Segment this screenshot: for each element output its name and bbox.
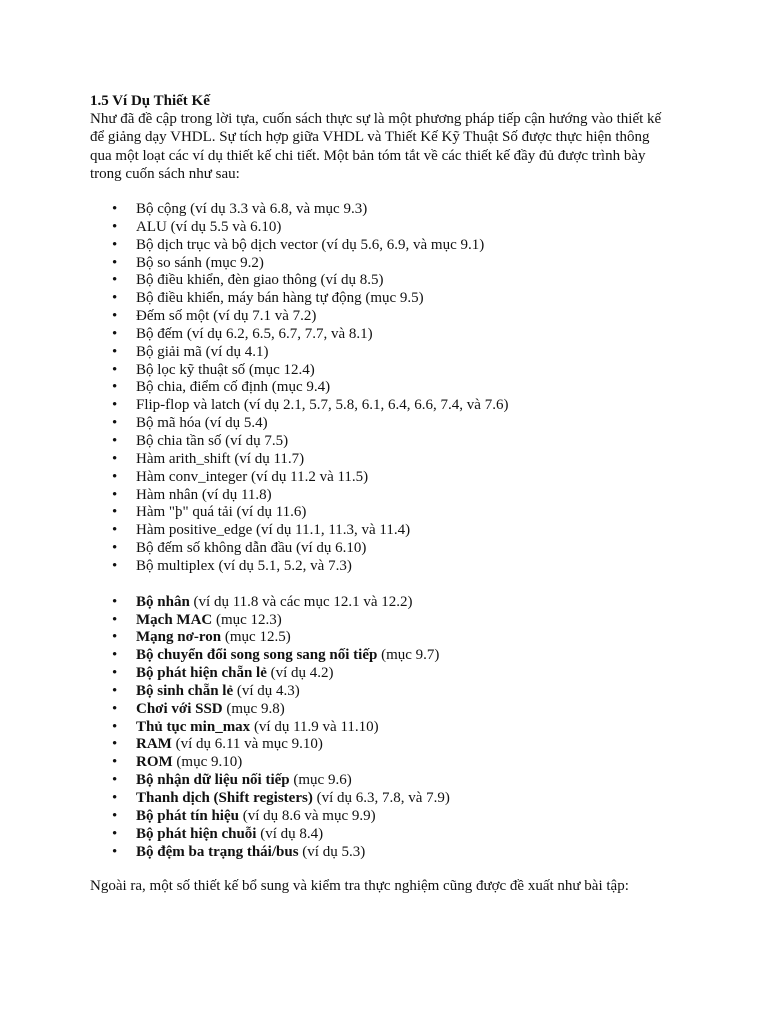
list-item-text: ALU (ví dụ 5.5 và 6.10) bbox=[136, 218, 282, 235]
bullet-icon: • bbox=[112, 754, 118, 771]
intro-paragraph bbox=[90, 110, 690, 183]
bullet-icon: • bbox=[112, 236, 118, 253]
bullet-icon: • bbox=[112, 486, 118, 503]
list-item-text: Đếm số một (ví dụ 7.1 và 7.2) bbox=[136, 308, 317, 325]
list-item-detail: (mục 9.7) bbox=[377, 647, 440, 664]
list-item-text: Bộ multiplex (ví dụ 5.1, 5.2, và 7.3) bbox=[136, 557, 352, 574]
bullet-icon: • bbox=[112, 254, 118, 271]
list-item-detail: (ví dụ 6.3, 7.8, và 7.9) bbox=[312, 790, 450, 807]
list-item-text: Bộ điều khiển, máy bán hàng tự động (mục 9.5) bbox=[136, 290, 424, 307]
bullet-icon: • bbox=[112, 647, 118, 664]
bullet-icon: • bbox=[112, 218, 118, 235]
list-item-detail: (ví dụ 4.2) bbox=[266, 665, 334, 682]
bullet-icon: • bbox=[112, 504, 118, 521]
list-item-title: Bộ phát hiện chuỗi bbox=[136, 825, 257, 842]
list-item-detail: (mục 12.3) bbox=[212, 611, 282, 628]
bullet-icon: • bbox=[112, 468, 118, 485]
list-item-text: Hàm conv_integer (ví dụ 11.2 và 11.5) bbox=[136, 468, 369, 485]
list-item-text: Bộ mã hóa (ví dụ 5.4) bbox=[136, 415, 268, 432]
bullet-icon: • bbox=[112, 450, 118, 467]
bullet-icon: • bbox=[112, 379, 118, 396]
bullet-icon: • bbox=[112, 397, 118, 414]
list-item-title: Bộ nhân bbox=[136, 593, 190, 610]
list-item bbox=[90, 826, 690, 844]
list-item-title: Bộ đệm ba trạng thái/bus bbox=[136, 843, 299, 860]
list-item-title: RAM bbox=[136, 736, 172, 753]
list-item bbox=[90, 201, 690, 219]
list-item bbox=[90, 808, 690, 826]
list-item bbox=[90, 790, 690, 808]
list-item-text: Hàm "þ" quá tải (ví dụ 11.6) bbox=[136, 504, 307, 521]
bullet-icon: • bbox=[112, 522, 118, 539]
list-item-detail: (mục 12.5) bbox=[221, 629, 291, 646]
list-item-title: Bộ sinh chẵn lẻ bbox=[136, 682, 234, 699]
bullet-icon: • bbox=[112, 736, 118, 753]
list-item-detail: (ví dụ 11.8 và các mục 12.1 và 12.2) bbox=[189, 593, 413, 610]
bullet-icon: • bbox=[112, 290, 118, 307]
list-item-detail: (ví dụ 8.4) bbox=[256, 825, 324, 842]
bullet-icon: • bbox=[112, 682, 118, 699]
bullet-icon: • bbox=[112, 825, 118, 842]
list-item-title: Mạch MAC bbox=[136, 611, 213, 628]
list-item bbox=[90, 344, 690, 362]
list-item-detail: (ví dụ 11.9 và 11.10) bbox=[250, 718, 379, 735]
bullet-icon: • bbox=[112, 611, 118, 628]
list-item-text: Bộ đếm số không dẫn đầu (ví dụ 6.10) bbox=[136, 540, 367, 557]
bullet-icon: • bbox=[112, 415, 118, 432]
list-item bbox=[90, 469, 690, 487]
bullet-icon: • bbox=[112, 308, 118, 325]
list-item bbox=[90, 540, 690, 558]
list-item-title: Chơi với SSD bbox=[136, 700, 223, 717]
list-item bbox=[90, 433, 690, 451]
bullet-icon: • bbox=[112, 807, 118, 824]
intro-line: trong cuốn sách như sau: bbox=[90, 165, 240, 182]
bullet-icon: • bbox=[112, 201, 118, 218]
list-item-text: Bộ chia, điểm cố định (mục 9.4) bbox=[136, 379, 331, 396]
list-item-title: Bộ nhận dữ liệu nối tiếp bbox=[136, 772, 290, 789]
list-item bbox=[90, 683, 690, 701]
bullet-icon: • bbox=[112, 629, 118, 646]
list-item bbox=[90, 629, 690, 647]
list-item-text: Bộ chia tần số (ví dụ 7.5) bbox=[136, 432, 289, 449]
bullet-icon: • bbox=[112, 772, 118, 789]
list-item bbox=[90, 326, 690, 344]
bullet-icon: • bbox=[112, 790, 118, 807]
bullet-icon: • bbox=[112, 557, 118, 574]
list-item bbox=[90, 219, 690, 237]
list-item-text: Bộ lọc kỹ thuật số (mục 12.4) bbox=[136, 361, 315, 378]
design-list-basic bbox=[90, 201, 690, 576]
intro-line: Như đã đề cập trong lời tựa, cuốn sách thực sự là một phương pháp tiếp cận hướng vào thiết kế bbox=[90, 111, 662, 128]
list-item bbox=[90, 772, 690, 790]
list-item bbox=[90, 701, 690, 719]
list-item bbox=[90, 647, 690, 665]
list-item-detail: (mục 9.8) bbox=[222, 700, 285, 717]
list-item bbox=[90, 255, 690, 273]
list-item bbox=[90, 237, 690, 255]
list-item bbox=[90, 379, 690, 397]
list-item-detail: (mục 9.10) bbox=[172, 754, 243, 771]
list-item bbox=[90, 522, 690, 540]
bullet-icon: • bbox=[112, 665, 118, 682]
list-item bbox=[90, 719, 690, 737]
document-page bbox=[90, 92, 690, 896]
list-item bbox=[90, 504, 690, 522]
list-item-text: Bộ điều khiển, đèn giao thông (ví dụ 8.5) bbox=[136, 272, 384, 289]
list-item bbox=[90, 612, 690, 630]
list-item-text: Hàm positive_edge (ví dụ 11.1, 11.3, và 11.4) bbox=[136, 522, 411, 539]
list-item bbox=[90, 362, 690, 380]
list-item-title: Thanh dịch (Shift registers) bbox=[136, 790, 313, 807]
list-item-detail: (ví dụ 5.3) bbox=[298, 843, 366, 860]
bullet-icon: • bbox=[112, 593, 118, 610]
list-item bbox=[90, 558, 690, 576]
list-item bbox=[90, 754, 690, 772]
bullet-icon: • bbox=[112, 540, 118, 557]
list-item bbox=[90, 415, 690, 433]
bullet-icon: • bbox=[112, 361, 118, 378]
list-item-text: Bộ so sánh (mục 9.2) bbox=[136, 254, 264, 271]
section-heading: 1.5 Ví Dụ Thiết Kế bbox=[90, 93, 210, 109]
bullet-icon: • bbox=[112, 325, 118, 342]
list-item bbox=[90, 272, 690, 290]
list-item-text: Bộ dịch trục và bộ dịch vector (ví dụ 5.6, 6.9, và mục 9.1) bbox=[136, 236, 485, 253]
list-item bbox=[90, 290, 690, 308]
list-item-title: Bộ phát hiện chẵn lẻ bbox=[136, 665, 267, 682]
list-item-text: Hàm nhân (ví dụ 11.8) bbox=[136, 486, 272, 503]
closing-paragraph: Ngoài ra, một số thiết kế bổ sung và kiểm tra thực nghiệm cũng được đề xuất như bài tập: bbox=[90, 878, 629, 895]
list-item-detail: (mục 9.6) bbox=[289, 772, 352, 789]
list-item-text: Flip-flop và latch (ví dụ 2.1, 5.7, 5.8, 6.1, 6.4, 6.6, 7.4, và 7.6) bbox=[136, 397, 509, 414]
list-item bbox=[90, 594, 690, 612]
list-item-title: Mạng nơ-ron bbox=[136, 629, 222, 646]
list-item bbox=[90, 844, 690, 862]
bullet-icon: • bbox=[112, 432, 118, 449]
list-item-detail: (ví dụ 4.3) bbox=[233, 682, 300, 699]
bullet-icon: • bbox=[112, 343, 118, 360]
list-item bbox=[90, 736, 690, 754]
list-item-text: Bộ đếm (ví dụ 6.2, 6.5, 6.7, 7.7, và 8.1) bbox=[136, 325, 373, 342]
list-item-title: Bộ chuyển đổi song song sang nối tiếp bbox=[136, 647, 378, 664]
list-item-title: Thủ tục min_max bbox=[136, 718, 251, 735]
bullet-icon: • bbox=[112, 700, 118, 717]
bullet-icon: • bbox=[112, 718, 118, 735]
list-item-text: Bộ giải mã (ví dụ 4.1) bbox=[136, 343, 269, 360]
list-item-title: Bộ phát tín hiệu bbox=[136, 807, 239, 824]
list-item bbox=[90, 487, 690, 505]
intro-line: để giảng dạy VHDL. Sự tích hợp giữa VHDL và Thiết Kế Kỹ Thuật Số được thực hiện thông bbox=[90, 129, 650, 146]
bullet-icon: • bbox=[112, 843, 118, 860]
list-item bbox=[90, 665, 690, 683]
intro-line: qua một loạt các ví dụ thiết kế chi tiết. Một bản tóm tắt về các thiết kế đầy đủ được trình bày bbox=[90, 147, 646, 164]
bullet-icon: • bbox=[112, 272, 118, 289]
list-item bbox=[90, 397, 690, 415]
list-item bbox=[90, 308, 690, 326]
list-item-text: Bộ cộng (ví dụ 3.3 và 6.8, và mục 9.3) bbox=[136, 201, 368, 218]
list-item bbox=[90, 451, 690, 469]
design-list-advanced bbox=[90, 594, 690, 862]
list-item-detail: (ví dụ 8.6 và mục 9.9) bbox=[238, 807, 376, 824]
list-item-title: ROM bbox=[136, 754, 173, 771]
list-item-text: Hàm arith_shift (ví dụ 11.7) bbox=[136, 450, 305, 467]
list-item-detail: (ví dụ 6.11 và mục 9.10) bbox=[171, 736, 323, 753]
